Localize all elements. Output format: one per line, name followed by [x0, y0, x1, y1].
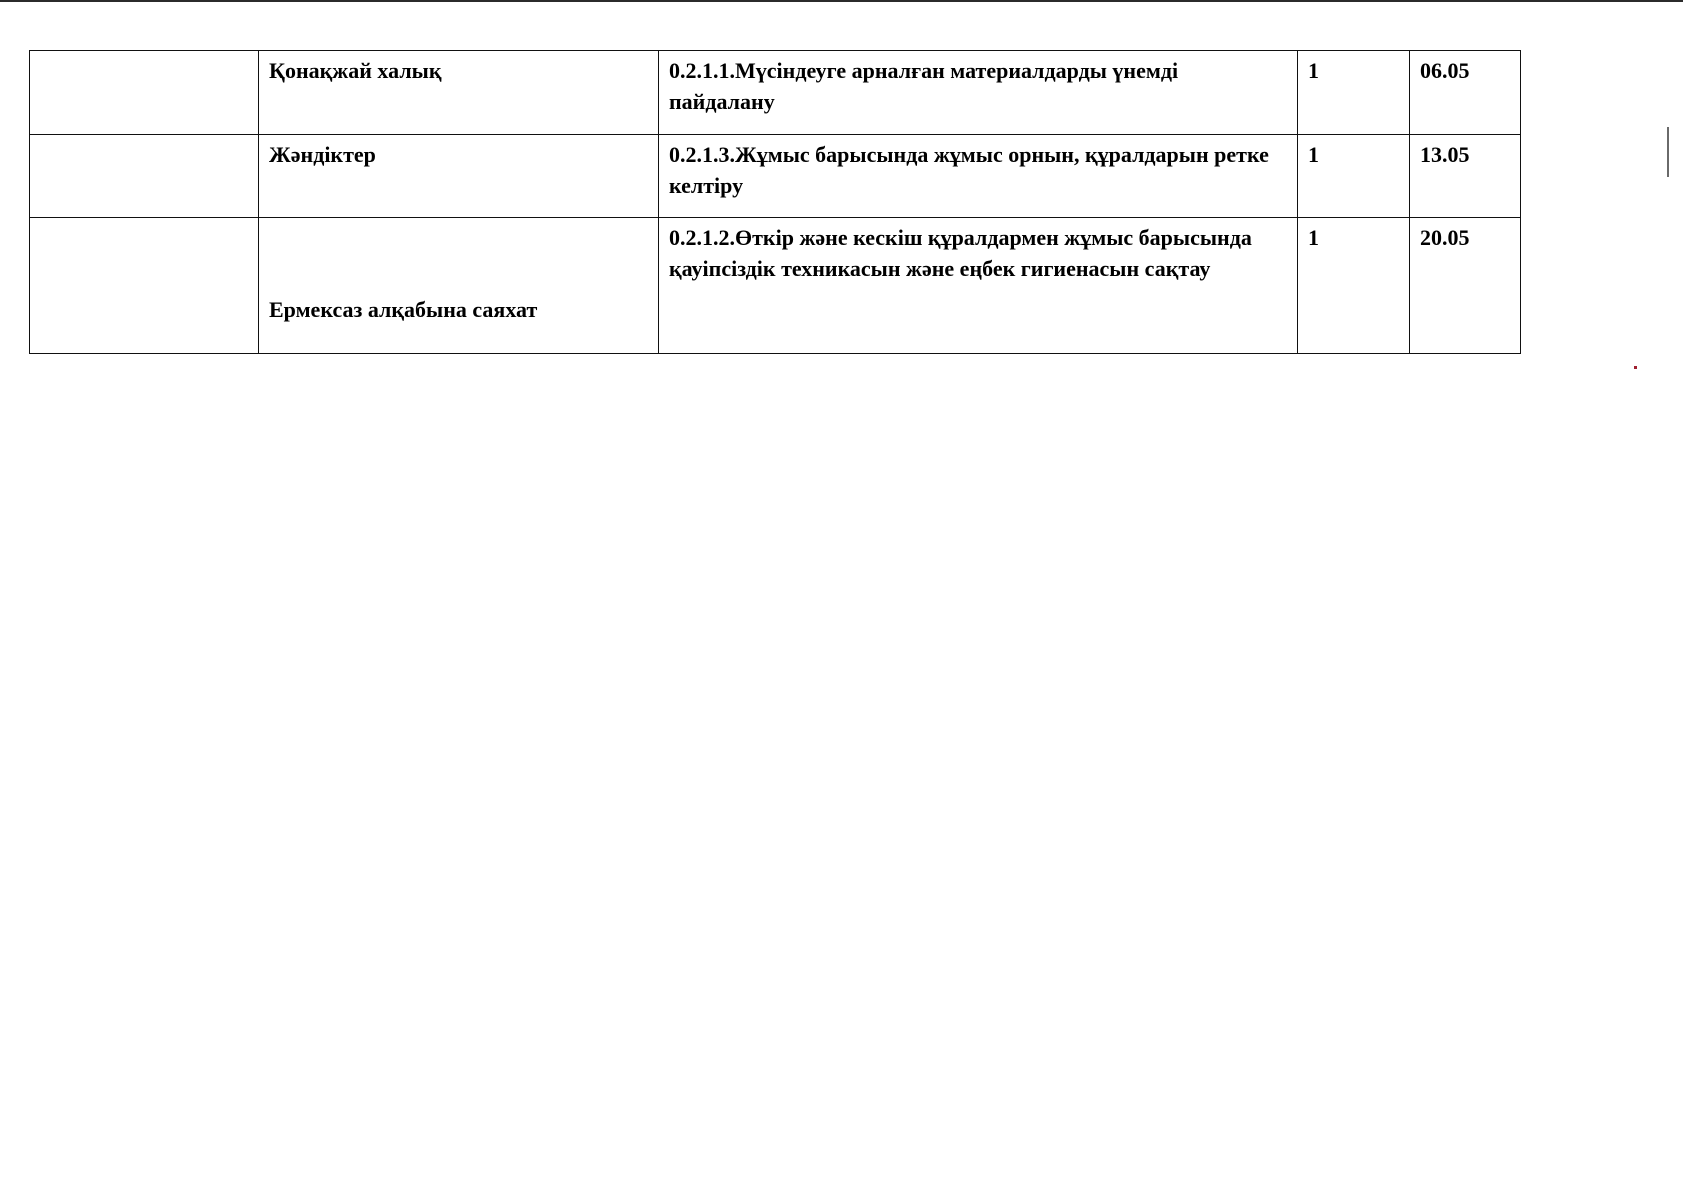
scan-dot: [1634, 366, 1637, 369]
topic-cell: Ермексаз алқабына саяхат: [259, 218, 659, 354]
table-row: [30, 51, 1521, 135]
hours-cell: 1: [1298, 218, 1410, 354]
scan-margin-mark: [1667, 127, 1669, 177]
date-cell: 13.05: [1410, 135, 1521, 218]
date-cell: 20.05: [1410, 218, 1521, 354]
hours-cell: 1: [1298, 51, 1410, 135]
row-number-cell: [30, 51, 259, 135]
table-row: [30, 218, 1521, 354]
lesson-plan-table: [29, 50, 1521, 354]
row-number-cell: [30, 135, 259, 218]
objective-cell: 0.2.1.1.Мүсіндеуге арналған материалдарды үнемді пайдалану: [659, 51, 1298, 135]
row-number-cell: [30, 218, 259, 354]
objective-cell: 0.2.1.2.Өткір және кескіш құралдармен жұмыс барысында қауіпсіздік техникасын және еңбек гигиенасын сақтау: [659, 218, 1298, 354]
topic-cell: Қонақжай халық: [259, 51, 659, 135]
date-cell: 06.05: [1410, 51, 1521, 135]
hours-cell: 1: [1298, 135, 1410, 218]
topic-cell: Жәндіктер: [259, 135, 659, 218]
table-row: [30, 135, 1521, 218]
objective-cell: 0.2.1.3.Жұмыс барысында жұмыс орнын, құралдарын ретке келтіру: [659, 135, 1298, 218]
scan-top-edge: [0, 0, 1683, 2]
